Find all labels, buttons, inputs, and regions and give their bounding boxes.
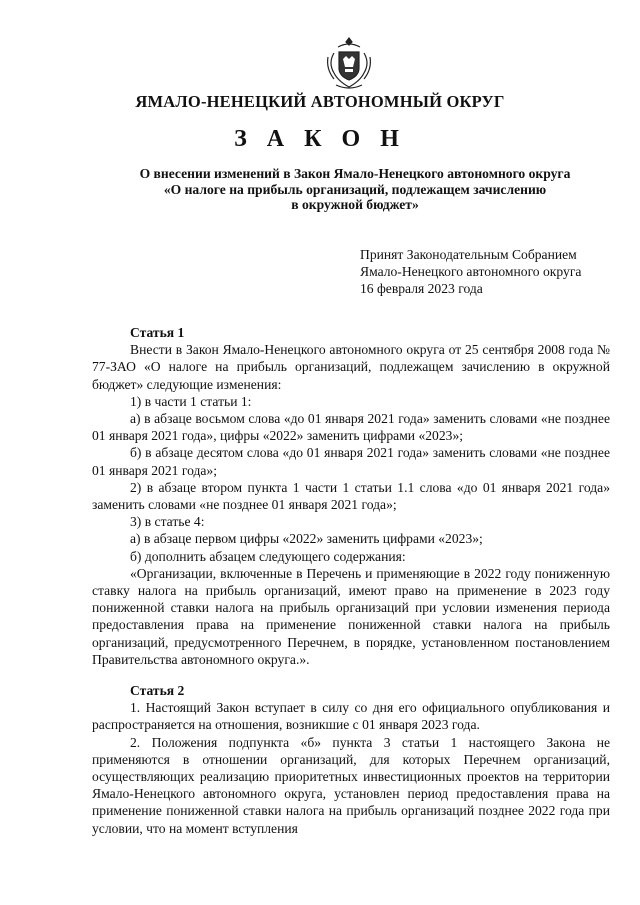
article-paragraph: а) в абзаце первом цифры «2022» заменить цифрами «2023»; — [130, 531, 483, 547]
region-name: ЯМАЛО-НЕНЕЦКИЙ АВТОНОМНЫЙ ОКРУГ — [135, 92, 505, 111]
article-paragraph: Внести в Закон Ямало-Ненецкого автономного округа от 25 сентября 2008 года № 77-ЗАО «О налоге на прибыль организаций, подлежащем зачислению в окружной бюджет» следующие изменения: — [92, 342, 610, 392]
article-paragraph: 3) в статье 4: — [130, 514, 205, 530]
article-heading: Статья 2 — [130, 683, 185, 698]
article-paragraph: б) дополнить абзацем следующего содержания: — [130, 548, 406, 564]
coat-of-arms-icon — [324, 35, 374, 91]
title-line: «О налоге на прибыль организаций, подлежащем зачислению — [163, 181, 547, 197]
title-line: О внесении изменений в Закон Ямало-Ненецкого автономного округа — [139, 166, 571, 181]
article-heading: Статья 1 — [130, 325, 185, 340]
adoption-line: 16 февраля 2023 года — [360, 281, 483, 296]
document-title — [100, 166, 610, 213]
article-paragraph: «Организации, включенные в Перечень и применяющие в 2022 году пониженную ставку налога на прибыль организаций, имеют право на применение в 2023 году пониженной ставки налога на прибыль организаций при условии изменения периода предоставления права на применение пониженной ставки налога на прибыль организаций, предусмотренного Перечнем, в порядке, установленном постановлением Правительства автономного округа.». — [92, 565, 610, 667]
article-paragraph: а) в абзаце восьмом слова «до 01 января 2021 года» заменить словами «не позднее 01 января 2021 года», цифры «2022» заменить цифрами «2023»; — [92, 411, 610, 444]
article-paragraph: б) в абзаце десятом слова «до 01 января 2021 года» заменить словами «не позднее 01 января 2021 года»; — [92, 445, 610, 478]
document-type: З А К О Н — [234, 126, 406, 152]
adoption-line: Ямало-Ненецкого автономного округа — [360, 264, 582, 279]
article-paragraph: 1) в части 1 статьи 1: — [130, 393, 252, 409]
article-paragraph: 1. Настоящий Закон вступает в силу со дня его официального опубликования и распространяется на отношения, возникшие с 01 января 2023 года. — [92, 700, 610, 733]
title-line: в окружной бюджет» — [291, 197, 419, 212]
article-paragraph: 2) в абзаце втором пункта 1 части 1 статьи 1.1 слова «до 01 января 2021 года» заменить словами «не позднее 01 января 2021 года»; — [92, 479, 610, 513]
article-paragraph: 2. Положения подпункта «б» пункта 3 статьи 1 настоящего Закона не применяются в отношении организаций, для которых Перечнем организаций, осуществляющих реализацию приоритетных инвестиционных проектов на территории Ямало-Ненецкого автономного округа, установлен период предоставления права на применение пониженной ставки налога на прибыль организаций позднее 2022 года при условии, что на момент вступления — [92, 734, 610, 836]
article-2 — [92, 682, 610, 837]
adoption-note — [360, 246, 581, 297]
adoption-line: Принят Законодательным Собранием — [360, 247, 577, 262]
article-1 — [92, 324, 610, 668]
